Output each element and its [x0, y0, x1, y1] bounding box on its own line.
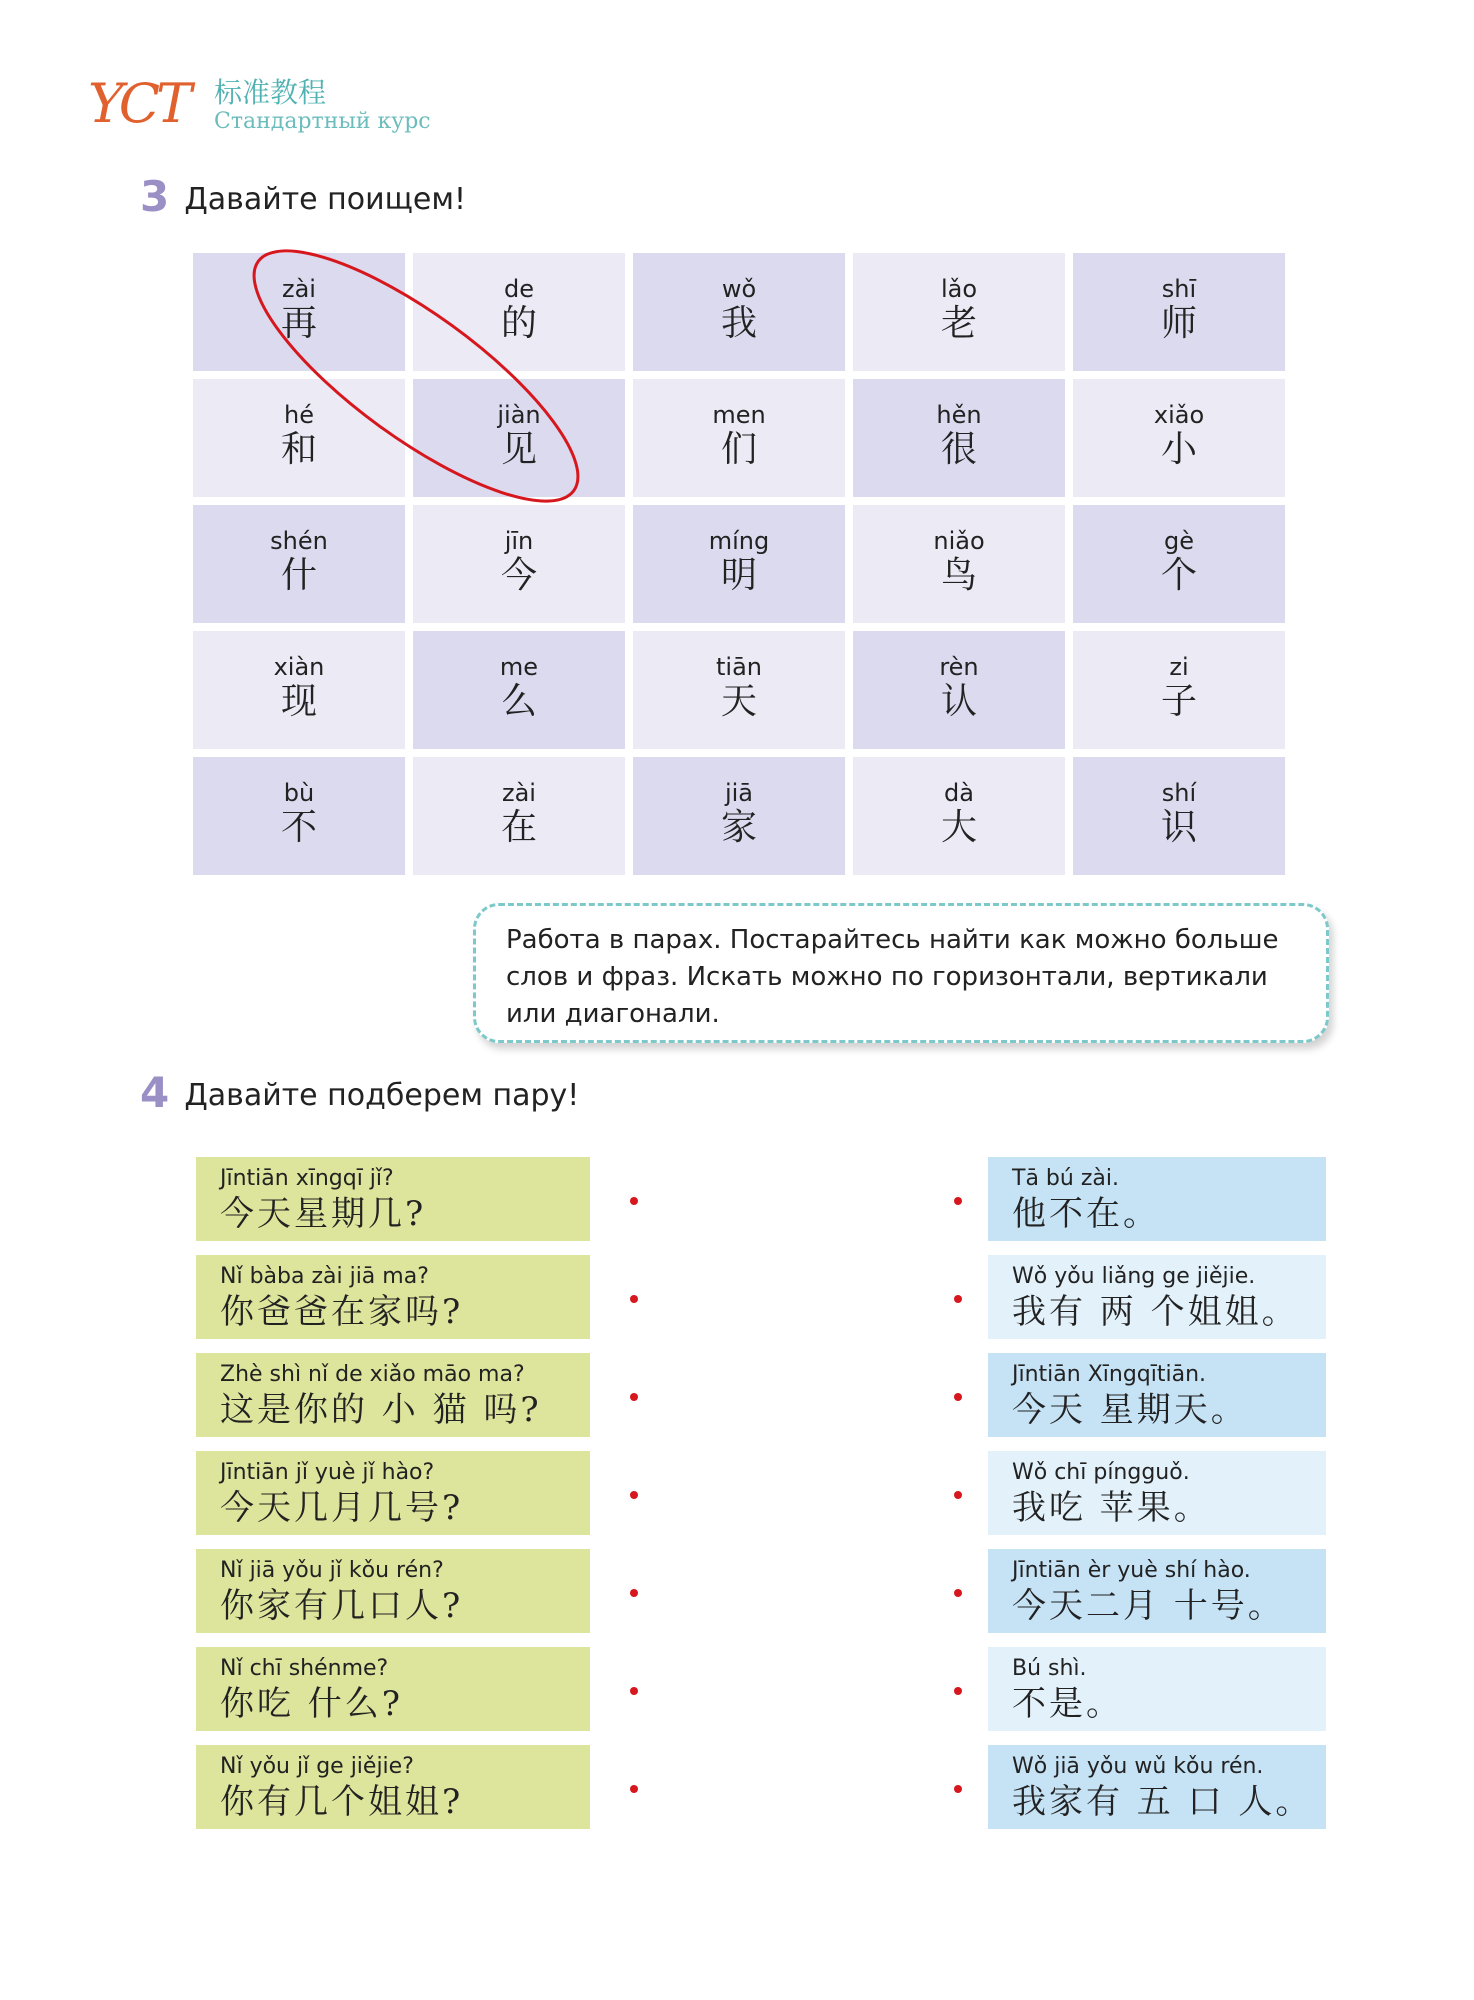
question-card[interactable] [196, 1353, 590, 1437]
answer-card[interactable] [988, 1745, 1326, 1829]
logo-chinese-title: 标准教程 [214, 76, 327, 109]
answer-card[interactable] [988, 1549, 1326, 1633]
section-4-heading [140, 1068, 579, 1117]
cell-character: 么 [500, 681, 537, 722]
logo-russian-subtitle: Стандартный курс [214, 109, 431, 134]
answer-card[interactable] [988, 1647, 1326, 1731]
cell-character: 见 [500, 429, 537, 470]
card-characters: 不是。 [1012, 1684, 1123, 1724]
note-line: или диагонали. [506, 999, 720, 1029]
cell-character: 今 [500, 555, 537, 596]
cell-character: 鸟 [940, 555, 977, 596]
card-pinyin: Wǒ jiā yǒu wǔ kǒu rén. [1012, 1754, 1264, 1779]
right-connector-dot[interactable] [954, 1393, 962, 1401]
left-connector-dot[interactable] [630, 1295, 638, 1303]
section-number: 3 [140, 172, 170, 221]
cell-character: 家 [720, 807, 757, 848]
grid-cell[interactable] [853, 757, 1065, 875]
grid-cell[interactable] [633, 505, 845, 623]
section-title: Давайте подберем пару! [184, 1078, 580, 1113]
left-connector-dot[interactable] [630, 1589, 638, 1597]
card-characters: 这是你的 小 猫 吗? [220, 1390, 542, 1430]
cell-character: 现 [280, 681, 317, 722]
grid-cell[interactable] [853, 253, 1065, 371]
grid-cell[interactable] [633, 631, 845, 749]
grid-cell[interactable] [193, 757, 405, 875]
question-card[interactable] [196, 1647, 590, 1731]
left-connector-dot[interactable] [630, 1785, 638, 1793]
instruction-note [473, 903, 1329, 1043]
grid-cell[interactable] [633, 757, 845, 875]
cell-pinyin: shí [1161, 779, 1197, 807]
section-title: Давайте поищем! [184, 182, 467, 217]
grid-cell[interactable] [853, 379, 1065, 497]
cell-pinyin: zài [502, 779, 536, 807]
answer-card[interactable] [988, 1451, 1326, 1535]
cell-pinyin: de [504, 275, 534, 303]
cell-pinyin: zi [1169, 653, 1189, 681]
card-pinyin: Zhè shì nǐ de xiǎo māo ma? [220, 1362, 525, 1387]
card-pinyin: Jīntiān Xīngqītiān. [1012, 1362, 1207, 1387]
cell-character: 和 [280, 429, 317, 470]
card-pinyin: Nǐ yǒu jǐ ge jiějie? [220, 1754, 414, 1779]
grid-cell[interactable] [193, 379, 405, 497]
cell-character: 认 [940, 681, 977, 722]
cell-pinyin: tiān [716, 653, 762, 681]
cell-pinyin: niǎo [933, 527, 985, 555]
cell-character: 老 [940, 303, 977, 344]
card-pinyin: Nǐ chī shénme? [220, 1656, 389, 1681]
cell-character: 子 [1160, 681, 1197, 722]
answer-card[interactable] [988, 1255, 1326, 1339]
cell-pinyin: xiàn [273, 653, 325, 681]
question-card[interactable] [196, 1157, 590, 1241]
grid-cell[interactable] [413, 757, 625, 875]
cell-pinyin: shén [270, 527, 328, 555]
cell-pinyin: míng [708, 527, 770, 555]
note-line: слов и фраз. Искать можно по горизонтали, вертикали [506, 962, 1268, 992]
cell-pinyin: gè [1164, 527, 1194, 555]
cell-character: 什 [280, 555, 317, 596]
cell-character: 不 [280, 807, 317, 848]
grid-cell[interactable] [1073, 757, 1285, 875]
grid-cell[interactable] [853, 631, 1065, 749]
card-pinyin: Jīntiān èr yuè shí hào. [1012, 1558, 1251, 1583]
cell-pinyin: me [499, 653, 539, 681]
card-pinyin: Jīntiān xīngqī jǐ? [220, 1166, 394, 1191]
card-characters: 今天几月几号? [220, 1488, 464, 1528]
right-connector-dot[interactable] [954, 1295, 962, 1303]
grid-cell[interactable] [1073, 379, 1285, 497]
question-card[interactable] [196, 1255, 590, 1339]
grid-cell[interactable] [413, 631, 625, 749]
cell-pinyin: zài [282, 275, 316, 303]
grid-cell[interactable] [413, 505, 625, 623]
card-characters: 你家有几口人? [220, 1586, 464, 1626]
cell-pinyin: rèn [939, 653, 979, 681]
card-characters: 我吃 苹果。 [1012, 1488, 1211, 1528]
cell-character: 在 [500, 807, 537, 848]
grid-cell[interactable] [413, 379, 625, 497]
grid-cell[interactable] [633, 379, 845, 497]
right-connector-dot[interactable] [954, 1491, 962, 1499]
cell-pinyin: lǎo [940, 275, 978, 303]
question-card[interactable] [196, 1745, 590, 1829]
cell-character: 小 [1160, 429, 1197, 470]
cell-character: 的 [500, 303, 537, 344]
right-connector-dot[interactable] [954, 1589, 962, 1597]
note-line: Работа в парах. Постарайтесь найти как можно больше [506, 925, 1279, 955]
grid-cell[interactable] [1073, 253, 1285, 371]
card-characters: 今天二月 十号。 [1012, 1586, 1285, 1626]
left-connector-dot[interactable] [630, 1687, 638, 1695]
cell-character: 师 [1160, 303, 1197, 344]
card-characters: 你有几个姐姐? [220, 1782, 464, 1822]
card-pinyin: Wǒ chī píngguǒ. [1012, 1460, 1190, 1485]
cell-pinyin: dà [944, 779, 974, 807]
card-pinyin: Nǐ bàba zài jiā ma? [220, 1264, 429, 1289]
cell-character: 再 [280, 303, 317, 344]
right-connector-dot[interactable] [954, 1785, 962, 1793]
cell-pinyin: wǒ [721, 275, 757, 303]
right-connector-dot[interactable] [954, 1197, 962, 1205]
cell-pinyin: shī [1161, 275, 1197, 303]
cell-pinyin: jīn [504, 527, 534, 555]
grid-cell[interactable] [1073, 631, 1285, 749]
card-pinyin: Jīntiān jǐ yuè jǐ hào? [220, 1460, 435, 1485]
cell-pinyin: bù [283, 779, 315, 807]
grid-cell[interactable] [853, 505, 1065, 623]
cell-character: 大 [940, 807, 977, 848]
card-pinyin: Bú shì. [1012, 1656, 1087, 1681]
grid-cell[interactable] [413, 253, 625, 371]
cell-pinyin: hěn [936, 401, 982, 429]
card-characters: 你爸爸在家吗? [220, 1292, 464, 1332]
grid-cell[interactable] [193, 631, 405, 749]
card-characters: 我家有 五 口 人。 [1012, 1782, 1313, 1822]
card-characters: 今天星期几? [220, 1194, 427, 1234]
answer-card[interactable] [988, 1353, 1326, 1437]
cell-pinyin: jiàn [497, 401, 541, 429]
logo-mark: YCT [88, 72, 189, 135]
cell-character: 很 [940, 429, 977, 470]
answer-card[interactable] [988, 1157, 1326, 1241]
grid-cell[interactable] [193, 253, 405, 371]
cell-character: 个 [1160, 555, 1197, 596]
card-pinyin: Nǐ jiā yǒu jǐ kǒu rén? [220, 1558, 444, 1583]
card-characters: 我有 两 个姐姐。 [1012, 1292, 1299, 1332]
grid-cell[interactable] [193, 505, 405, 623]
cell-character: 们 [720, 429, 757, 470]
cell-character: 识 [1160, 807, 1197, 848]
card-pinyin: Tā bú zài. [1012, 1166, 1119, 1191]
card-pinyin: Wǒ yǒu liǎng ge jiějie. [1012, 1264, 1256, 1289]
cell-character: 天 [720, 681, 757, 722]
grid-cell[interactable] [1073, 505, 1285, 623]
cell-pinyin: xiǎo [1153, 401, 1205, 429]
cell-character: 我 [720, 303, 757, 344]
grid-cell[interactable] [633, 253, 845, 371]
section-number: 4 [140, 1068, 170, 1117]
question-card[interactable] [196, 1549, 590, 1633]
card-characters: 他不在。 [1012, 1194, 1160, 1234]
card-characters: 今天 星期天。 [1012, 1390, 1248, 1430]
question-card[interactable] [196, 1451, 590, 1535]
word-search-grid [193, 253, 1285, 877]
cell-pinyin: jiā [724, 779, 754, 807]
left-connector-dot[interactable] [630, 1491, 638, 1499]
left-connector-dot[interactable] [630, 1197, 638, 1205]
cell-pinyin: hé [284, 401, 314, 429]
right-connector-dot[interactable] [954, 1687, 962, 1695]
cell-pinyin: men [712, 401, 766, 429]
cell-character: 明 [720, 555, 757, 596]
section-3-heading [140, 172, 466, 221]
card-characters: 你吃 什么? [220, 1684, 404, 1724]
left-connector-dot[interactable] [630, 1393, 638, 1401]
